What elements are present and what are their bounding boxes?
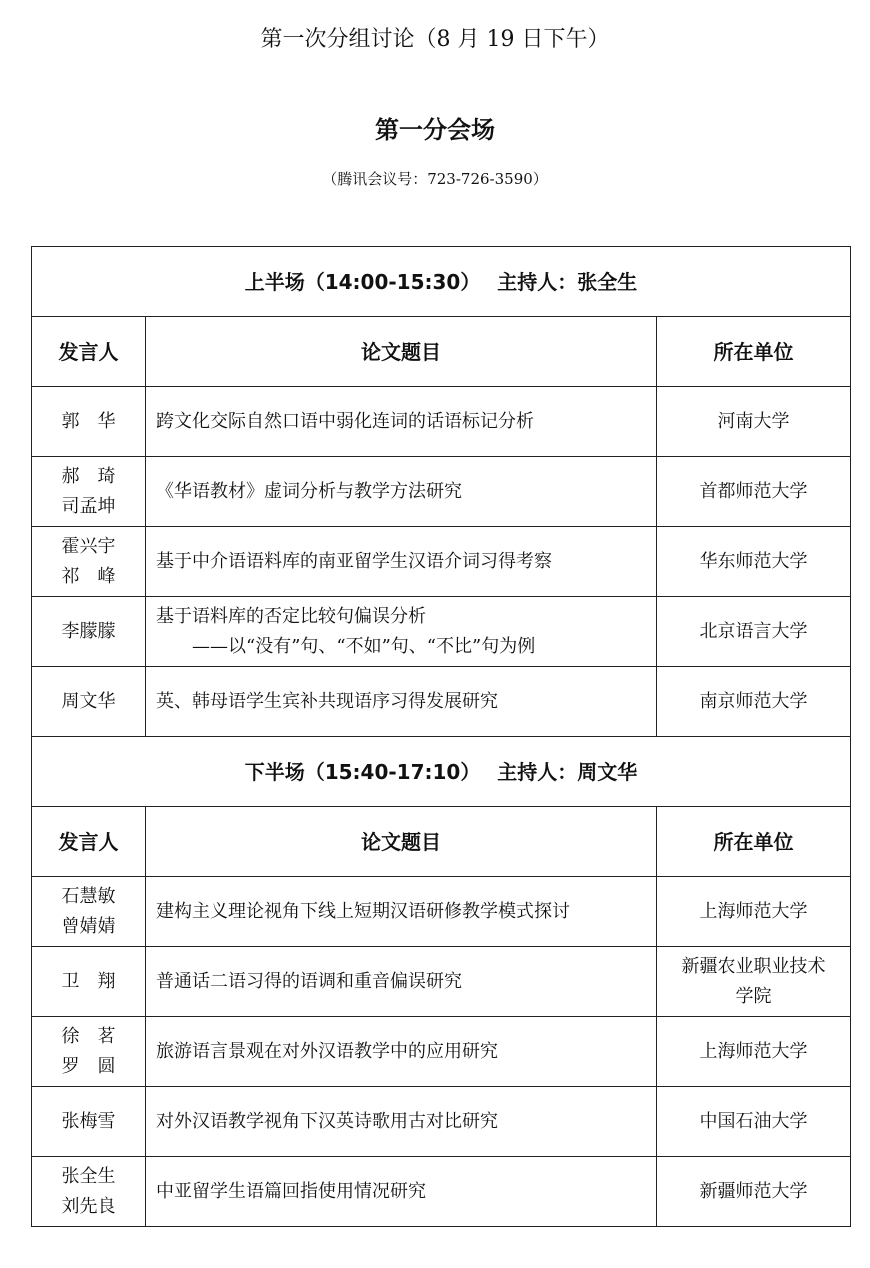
paper-title: 旅游语言景观在对外汉语教学中的应用研究 (146, 1017, 657, 1087)
col-unit: 所在单位 (657, 807, 851, 877)
session-header-row (32, 247, 851, 317)
paper-title: 建构主义理论视角下线上短期汉语研修教学模式探讨 (146, 877, 657, 947)
table-row (32, 947, 851, 1017)
table-row (32, 387, 851, 457)
table-row (32, 1157, 851, 1227)
affiliation: 上海师范大学 (657, 877, 851, 947)
table-row (32, 1087, 851, 1157)
speaker: 周文华 (32, 667, 146, 737)
col-unit: 所在单位 (657, 317, 851, 387)
speaker: 卫 翔 (32, 947, 146, 1017)
column-header-row (32, 317, 851, 387)
table-row (32, 457, 851, 527)
speaker: 张梅雪 (32, 1087, 146, 1157)
col-speaker: 发言人 (32, 317, 146, 387)
speaker: 郝 琦 司孟坤 (32, 457, 146, 527)
paper-title: 英、韩母语学生宾补共现语序习得发展研究 (146, 667, 657, 737)
col-speaker: 发言人 (32, 807, 146, 877)
paper-title: 基于语料库的否定比较句偏误分析 ——以“没有”句、“不如”句、“不比”句为例 (146, 597, 657, 667)
speaker: 郭 华 (32, 387, 146, 457)
paper-title: 对外汉语教学视角下汉英诗歌用古对比研究 (146, 1087, 657, 1157)
session-header: 下半场（15:40-17:10） 主持人：周文华 (32, 737, 851, 807)
paper-title: 跨文化交际自然口语中弱化连词的话语标记分析 (146, 387, 657, 457)
column-header-row (32, 807, 851, 877)
speaker: 石慧敏 曾婧婧 (32, 877, 146, 947)
paper-title: 中亚留学生语篇回指使用情况研究 (146, 1157, 657, 1227)
affiliation: 上海师范大学 (657, 1017, 851, 1087)
venue-title: 第一分会场 (375, 116, 495, 144)
col-paper: 论文题目 (146, 317, 657, 387)
affiliation: 华东师范大学 (657, 527, 851, 597)
schedule-table (31, 246, 851, 1227)
affiliation: 首都师范大学 (657, 457, 851, 527)
paper-title: 《华语教材》虚词分析与教学方法研究 (146, 457, 657, 527)
speaker: 李朦朦 (32, 597, 146, 667)
speaker: 张全生 刘先良 (32, 1157, 146, 1227)
meeting-number: （腾讯会议号：723-726-3590） (322, 170, 548, 188)
affiliation: 新疆师范大学 (657, 1157, 851, 1227)
table-row (32, 597, 851, 667)
affiliation: 北京语言大学 (657, 597, 851, 667)
document-title: 第一次分组讨论（8 月 19 日下午） (260, 27, 610, 52)
affiliation: 南京师范大学 (657, 667, 851, 737)
paper-title: 普通话二语习得的语调和重音偏误研究 (146, 947, 657, 1017)
paper-title: 基于中介语语料库的南亚留学生汉语介词习得考察 (146, 527, 657, 597)
table-row (32, 1017, 851, 1087)
affiliation: 中国石油大学 (657, 1087, 851, 1157)
speaker: 徐 茗 罗 圆 (32, 1017, 146, 1087)
table-row (32, 527, 851, 597)
table-row (32, 877, 851, 947)
affiliation: 新疆农业职业技术 学院 (657, 947, 851, 1017)
table-row (32, 667, 851, 737)
speaker: 霍兴宇 祁 峰 (32, 527, 146, 597)
session-header-row (32, 737, 851, 807)
session-header: 上半场（14:00-15:30） 主持人：张全生 (32, 247, 851, 317)
col-paper: 论文题目 (146, 807, 657, 877)
affiliation: 河南大学 (657, 387, 851, 457)
